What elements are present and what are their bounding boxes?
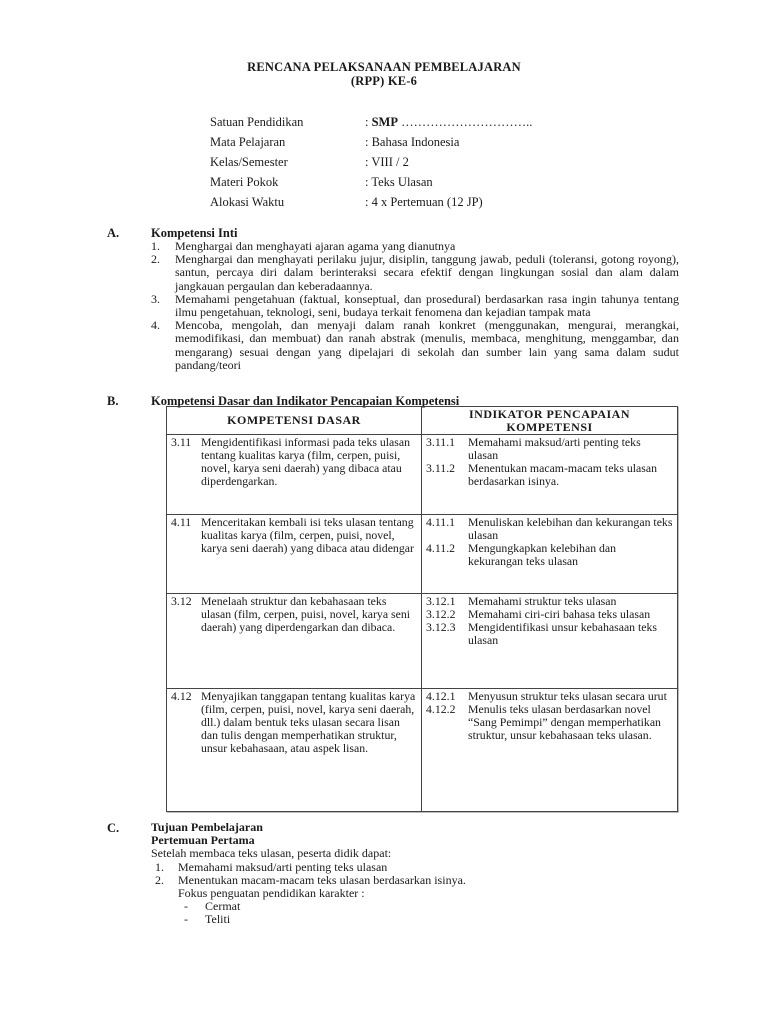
info-value: : VIII / 2 [365,155,409,169]
table-row [167,689,678,812]
indicator-cell: 4.11.1 Menuliskan kelebihan dan kekurangan teks ulasan 4.11.2 Mengungkapkan kelebihan dan kekurangan teks ulasan [422,515,678,594]
info-value: : Bahasa Indonesia [365,135,460,149]
section-c-content [151,821,466,927]
tujuan-item: 2. Menentukan macam-macam teks ulasan berdasarkan isinya. [155,872,466,887]
section-c-intro: Setelah membaca teks ulasan, peserta didik dapat: [151,846,392,861]
document-subtitle: (RPP) KE-6 [350,74,418,88]
tujuan-item: 1. Memahami maksud/arti penting teks ulasan [155,859,388,874]
indicator-cell: 4.12.1 Menyusun struktur teks ulasan secara urut 4.12.2 Menulis teks ulasan berdasarkan novel “Sang Pemimpi” dengan memperhatikan struktur, unsur kebahasaan teks ulasan. [422,689,678,812]
header-kompetensi-dasar: KOMPETENSI DASAR [167,407,422,435]
ki-item: 4. Mencoba, mengolah, dan menyaji dalam ranah konkret (menggunakan, mengurai, merangkai, memodifikasi, dan membuat) dan ranah abstrak (menulis, membaca, menghitung, menggambar, dan mengarang) sesuai dengan yang dipelajari di sekolah dan sumber lain yang sama dalam sudut pandang/teori [151,318,679,372]
kompetensi-table [166,406,678,812]
table-row [167,594,678,689]
table-header-row [167,407,678,435]
section-c-title: Tujuan Pembelajaran [151,820,263,834]
ki-item: 3. Memahami pengetahuan (faktual, konseptual, dan prosedural) berdasarkan rasa ingin tahunya tentang ilmu pengetahuan, teknologi, seni, budaya terkait fenomena dan kejadian tampak mata [151,291,679,320]
indicator-cell: 3.12.1 Memahami struktur teks ulasan 3.12.2 Memahami ciri-ciri bahasa teks ulasan 3.12.3 Mengidentifikasi unsur kebahasaan teks ulasan [422,594,678,689]
info-label: Alokasi Waktu [210,195,285,209]
kd-cell: 4.11 Menceritakan kembali isi teks ulasan tentang kualitas karya (film, cerpen, puisi, novel, karya seni daerah) yang dibaca atau didengar [167,515,422,594]
info-label: Satuan Pendidikan [210,115,304,129]
document-title: RENCANA PELAKSANAAN PEMBELAJARAN [247,60,521,74]
info-label: Kelas/Semester [210,155,288,169]
info-value: : SMP ………………………….. [365,115,533,129]
ki-item: 1. Menghargai dan menghayati ajaran agama yang dianutnya [151,239,456,253]
section-a-title: Kompetensi Inti [151,226,238,240]
kd-cell: 3.12 Menelaah struktur dan kebahasaan teks ulasan (film, cerpen, puisi, novel, karya seni daerah) yang diperdengarkan dan dibaca. [167,594,422,689]
indicator-cell: 3.11.1 Memahami maksud/arti penting teks ulasan 3.11.2 Menentukan macam-macam teks ulasan berdasarkan isinya. [422,435,678,515]
info-value: : 4 x Pertemuan (12 JP) [365,195,483,209]
section-a-letter: A. [107,226,120,240]
table-row [167,515,678,594]
section-c-letter: C. [107,821,120,835]
focus-item: - Teliti [184,912,231,927]
section-b-letter: B. [107,394,119,408]
focus-item: - Cermat [184,899,241,914]
header-indikator: INDIKATOR PENCAPAIAN KOMPETENSI [422,407,678,435]
info-label: Mata Pelajaran [210,135,286,149]
focus-label: Fokus penguatan pendidikan karakter : [178,886,365,901]
section-c-subtitle: Pertemuan Pertama [151,833,255,848]
kd-cell: 3.11 Mengidentifikasi informasi pada teks ulasan tentang kualitas karya (film, cerpen, puisi, novel, karya seni daerah) yang dibaca atau diperdengarkan. [167,435,422,515]
kompetensi-inti-list [151,240,679,372]
kd-cell: 4.12 Menyajikan tanggapan tentang kualitas karya (film, cerpen, puisi, novel, karya seni daerah, dll.) dalam bentuk teks ulasan secara lisan dan tulis dengan memperhatikan struktur, unsur kebahasaan, atau aspek lisan. [167,689,422,812]
section-b-title: Kompetensi Dasar dan Indikator Pencapaian Kompetensi [151,394,460,408]
ki-item: 2. Menghargai dan menghayati perilaku jujur, disiplin, tanggung jawab, peduli (toleransi, gotong royong), santun, percaya diri dalam berinteraksi secara efektif dengan lingkungan sosial dan alam dalam jangkauan pergaulan dan keberadaannya. [151,252,679,293]
info-label: Materi Pokok [210,175,279,189]
table-row [167,435,678,515]
info-value: : Teks Ulasan [365,175,433,189]
